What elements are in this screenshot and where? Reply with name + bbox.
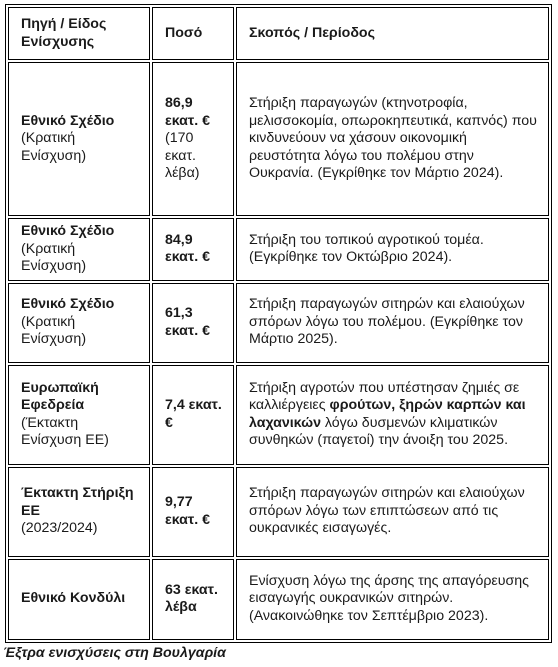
amount-cell xyxy=(152,365,234,465)
table-row xyxy=(8,283,549,363)
source-name: Εθνικό Σχέδιο xyxy=(21,223,115,239)
amount-value: 86,9 εκατ. € xyxy=(165,95,211,129)
purpose-cell: Στήριξη παραγωγών (κτηνοτροφία, μελισσοκομία, οπωροκηπευτικά, καπνός) που κινδυνεύουν να χάσουν οικονομική ρευστότητα λόγω του πολέμου στην Ουκρανία. (Εγκρίθηκε τον Μάρτιο 2024). xyxy=(236,62,549,216)
table-row xyxy=(8,467,549,557)
source-cell xyxy=(8,62,150,216)
amount-cell xyxy=(152,218,234,281)
purpose-cell: Στήριξη παραγωγών σιτηρών και ελαιούχων σπόρων λόγω του πολέμου. (Εγκρίθηκε τον Μάρτιο 2025). xyxy=(236,283,549,363)
source-name: Εθνικό Σχέδιο xyxy=(21,112,115,129)
source-cell xyxy=(8,218,150,281)
header-amount: Ποσό xyxy=(152,7,234,60)
source-type: (2023/2024) xyxy=(21,520,98,537)
table-row xyxy=(8,559,549,640)
amount-value: 61,3 εκατ. € xyxy=(165,305,211,339)
purpose-emphasis: φρούτων, ξηρών καρπών και λαχανικών xyxy=(249,397,526,431)
amount-cell xyxy=(152,62,234,216)
source-type: (Κρατική Ενίσχυση) xyxy=(21,130,87,164)
source-name: Εθνικό Κονδύλι xyxy=(21,590,126,607)
table-row xyxy=(8,62,549,216)
purpose-cell xyxy=(236,365,549,465)
header-source: Πηγή / Είδος Ενίσχυσης xyxy=(8,7,150,60)
amount-cell xyxy=(152,467,234,557)
table-caption: Έξτρα ενισχύσεις στη Βουλγαρία xyxy=(3,645,226,661)
purpose-text: λόγω δυσμενών κλιματικών συνθηκών (παγετοί) την άνοιξη του 2025. xyxy=(249,414,509,448)
purpose-cell: Ενίσχυση λόγω της άρσης της απαγόρευσης εισαγωγής ουκρανικών σιτηρών. (Ανακοινώθηκε τον Σεπτέμβριο 2023). xyxy=(236,559,549,640)
source-name: Εθνικό Σχέδιο xyxy=(21,296,115,313)
source-name: Έκτακτη Στήριξη ΕΕ xyxy=(21,485,134,519)
amount-cell xyxy=(152,559,234,640)
source-cell xyxy=(8,365,150,465)
amount-value: 7,4 εκατ. € xyxy=(165,397,222,431)
amount-value: 9,77 εκατ. € xyxy=(165,494,211,528)
source-cell xyxy=(8,467,150,557)
amount-note: (170 εκατ. λέβα) xyxy=(165,130,200,182)
purpose-text: Στήριξη αγροτών που υπέστησαν ζημιές σε καλλιέργειες xyxy=(249,379,520,413)
purpose-cell: Στήριξη του τοπικού αγροτικού τομέα. (Εγκρίθηκε τον Οκτώβριο 2024). xyxy=(236,218,549,281)
source-type: (Κρατική Ενίσχυση) xyxy=(21,240,87,274)
table-row xyxy=(8,218,549,281)
header-purpose: Σκοπός / Περίοδος xyxy=(236,7,549,60)
source-cell xyxy=(8,283,150,363)
amount-cell xyxy=(152,283,234,363)
table-header-row xyxy=(8,7,549,60)
aid-table xyxy=(5,4,552,643)
source-cell xyxy=(8,559,150,640)
amount-value: 84,9 εκατ. € xyxy=(165,231,211,266)
source-name: Ευρωπαϊκή Εφεδρεία xyxy=(21,379,99,413)
source-type: (Έκτακτη Ενίσχυση ΕΕ) xyxy=(21,414,109,448)
purpose-cell: Στήριξη παραγωγών σιτηρών και ελαιούχων σπόρων λόγω των επιπτώσεων από τις ουκρανικές εισαγωγές. xyxy=(236,467,549,557)
table-row xyxy=(8,365,549,465)
amount-value: 63 εκατ. λέβα xyxy=(165,581,218,615)
source-type: (Κρατική Ενίσχυση) xyxy=(21,313,87,348)
